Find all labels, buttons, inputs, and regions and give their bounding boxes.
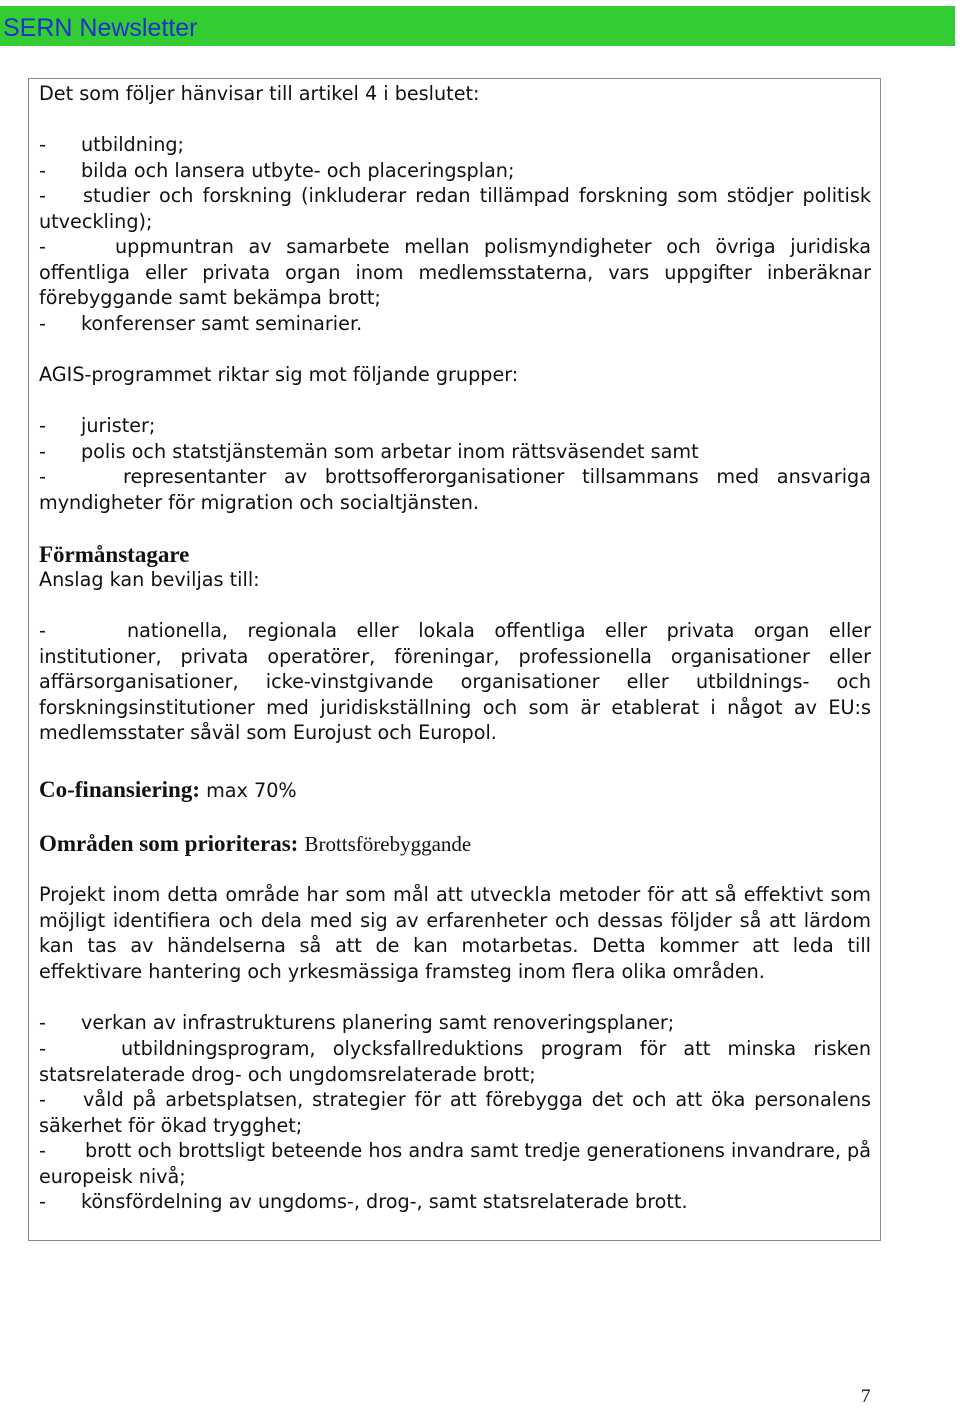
list-dash: - bbox=[39, 1011, 46, 1034]
list-dash: - bbox=[39, 414, 46, 437]
article-content-box bbox=[28, 78, 881, 1241]
list-dash: - bbox=[39, 312, 46, 335]
newsletter-header-bar bbox=[0, 6, 955, 46]
target-group-text: jurister; bbox=[81, 414, 156, 437]
priority-item-text: utbildningsprogram, olycksfallreduktions program för att minska risken statsrelaterade drog- och ungdomsrelaterade brott; bbox=[39, 1037, 871, 1086]
beneficiary-item bbox=[39, 618, 871, 746]
activity-item bbox=[39, 132, 871, 158]
list-dash: - bbox=[39, 465, 46, 488]
activity-item bbox=[39, 234, 871, 311]
list-dash: - bbox=[39, 619, 46, 642]
priority-item-text: verkan av infrastrukturens planering samt renoveringsplaner; bbox=[81, 1011, 675, 1034]
project-description: Projekt inom detta område har som mål att utveckla metoder för att så effektivt som möjligt identifiera och dela med sig av erfarenheter och dessas följder så att lärdom kan tas av händelserna så att de kan motarbetas. Detta kommer att leda till effektivare hantering och yrkesmässiga framsteg inom flera olika områden. bbox=[39, 883, 871, 983]
target-group-text: representanter av brottsofferorganisationer tillsammans med ansvariga myndigheter för migration och socialtjänsten. bbox=[39, 465, 871, 514]
priority-item bbox=[39, 1138, 871, 1189]
priority-item bbox=[39, 1189, 871, 1215]
target-intro-text: AGIS-programmet riktar sig mot följande grupper: bbox=[39, 363, 519, 386]
activity-text: konferenser samt seminarier. bbox=[81, 312, 363, 335]
beneficiary-text: nationella, regionala eller lokala offentliga eller privata organ eller institutioner, privata operatörer, föreningar, professionella organisationer eller affärsorganisationer, icke-vinstgivande organisationer eller utbildnings- och forskningsinstitutioner med juridiskställning och som är etablerat i något av EU:s medlemsstater såväl som Eurojust och Europol. bbox=[39, 619, 871, 745]
beneficiaries-intro: Anslag kan beviljas till: bbox=[39, 568, 260, 591]
priority-item-text: brott och brottsligt beteende hos andra samt tredje generationens invandrare, på europeisk nivå; bbox=[39, 1139, 871, 1188]
activity-text: bilda och lansera utbyte- och placeringsplan; bbox=[81, 159, 515, 182]
activity-text: uppmuntran av samarbete mellan polismyndigheter och övriga juridiska offentliga eller privata organ inom medlemsstaterna, vars uppgifter inberäknar förebyggande samt bekämpa brott; bbox=[39, 235, 871, 310]
target-group-item bbox=[39, 413, 871, 439]
beneficiaries-heading: Förmånstagare bbox=[39, 542, 190, 567]
page-number: 7 bbox=[861, 1386, 871, 1407]
list-dash: - bbox=[39, 184, 46, 207]
cofinancing-line bbox=[39, 775, 871, 806]
priority-item bbox=[39, 1087, 871, 1138]
list-dash: - bbox=[39, 440, 46, 463]
priority-item bbox=[39, 1036, 871, 1087]
priority-item-text: könsfördelning av ungdoms-, drog-, samt statsrelaterade brott. bbox=[81, 1190, 688, 1213]
list-dash: - bbox=[39, 1139, 46, 1162]
activity-item bbox=[39, 158, 871, 184]
priority-value: Brottsförebyggande bbox=[304, 832, 472, 856]
target-group-item bbox=[39, 439, 871, 465]
activity-text: utbildning; bbox=[81, 133, 185, 156]
target-group-item bbox=[39, 464, 871, 515]
priority-item-text: våld på arbetsplatsen, strategier för att förebygga det och att öka personalens säkerhet för ökad trygghet; bbox=[39, 1088, 871, 1137]
list-dash: - bbox=[39, 1088, 46, 1111]
list-dash: - bbox=[39, 1190, 46, 1213]
priority-label: Områden som prioriteras: bbox=[39, 831, 299, 856]
cofinancing-value: max 70% bbox=[206, 779, 297, 802]
activity-item bbox=[39, 311, 871, 337]
list-dash: - bbox=[39, 159, 46, 182]
list-dash: - bbox=[39, 133, 46, 156]
priority-item bbox=[39, 1010, 871, 1036]
list-dash: - bbox=[39, 235, 46, 258]
activity-item bbox=[39, 183, 871, 234]
priority-line bbox=[39, 829, 871, 860]
activity-text: studier och forskning (inkluderar redan tillämpad forskning som stödjer politisk utveckling); bbox=[39, 184, 871, 233]
target-group-text: polis och statstjänstemän som arbetar inom rättsväsendet samt bbox=[81, 440, 699, 463]
intro-text: Det som följer hänvisar till artikel 4 i beslutet: bbox=[39, 82, 480, 105]
list-dash: - bbox=[39, 1037, 46, 1060]
cofinancing-label: Co-finansiering: bbox=[39, 777, 200, 802]
newsletter-title: SERN Newsletter bbox=[3, 14, 198, 42]
